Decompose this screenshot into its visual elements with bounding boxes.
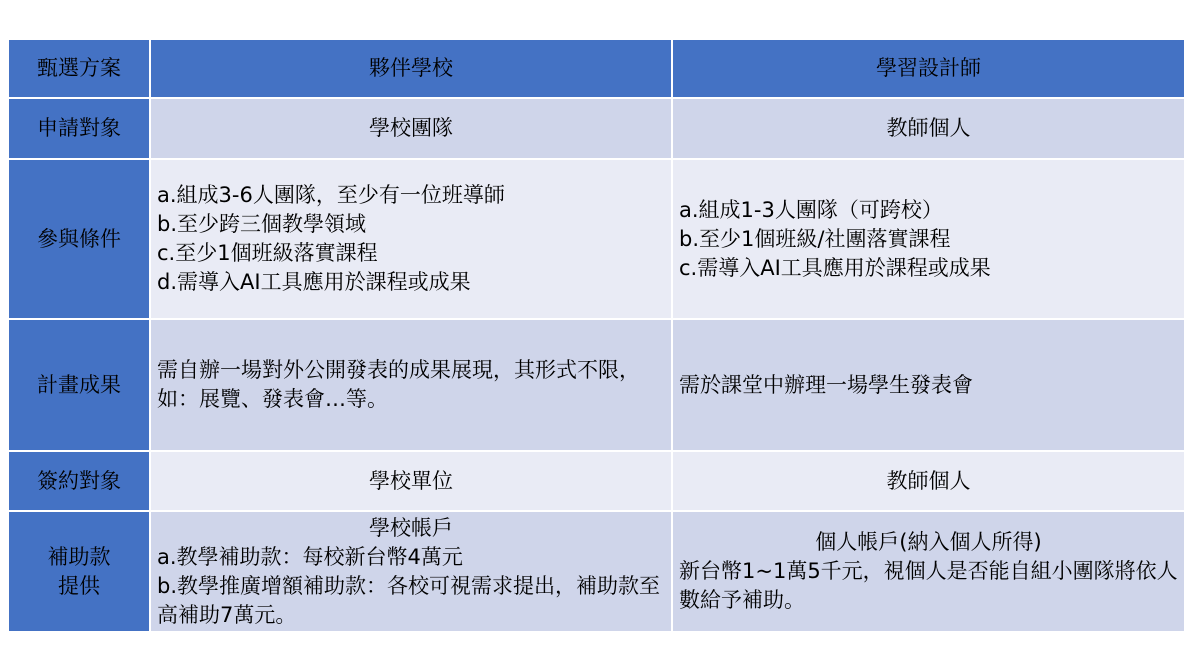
designer-outcome-cell: 需於課堂中辦理一場學生發表會	[672, 319, 1185, 451]
subsidy-text: 新台幣1~1萬5千元，視個人是否能自組小團隊將依人數給予補助。	[679, 559, 1178, 612]
condition-item: b.至少1個班級/社團落實課程	[679, 226, 951, 251]
row-label-contract: 簽約對象	[8, 451, 150, 511]
subsidy-item: a.教學補助款：每校新台幣4萬元	[157, 544, 463, 569]
designer-applicant-cell: 教師個人	[672, 98, 1185, 159]
condition-item: d.需導入AI工具應用於課程或成果	[157, 270, 471, 294]
designer-conditions-cell	[672, 159, 1185, 319]
subsidy-title: 個人帳戶(納入個人所得)	[815, 530, 1042, 554]
row-label-applicant: 申請對象	[8, 98, 150, 159]
header-partner-school: 夥伴學校	[150, 39, 672, 98]
table-row	[8, 159, 1185, 319]
table-row	[8, 451, 1185, 511]
row-label-conditions: 參與條件	[8, 159, 150, 319]
condition-item: b.至少跨三個教學領域	[157, 212, 367, 236]
designer-contract-cell: 教師個人	[672, 451, 1185, 511]
outcome-text: 需自辦一場對外公開發表的成果展現，其形式不限，如：展覽、發表會…等。	[157, 358, 640, 411]
comparison-table	[7, 38, 1186, 633]
row-label-outcome: 計畫成果	[8, 319, 150, 451]
partner-outcome-cell	[150, 319, 672, 451]
subsidy-item: b.教學推廣增額補助款：各校可視需求提出，補助款至高補助7萬元。	[157, 573, 661, 627]
condition-item: c.至少1個班級落實課程	[157, 241, 378, 265]
condition-item: a.組成3-6人團隊，至少有一位班導師	[157, 183, 505, 207]
partner-conditions-cell	[150, 159, 672, 319]
partner-contract-cell: 學校單位	[150, 451, 672, 511]
condition-item: c.需導入AI工具應用於課程或成果	[679, 255, 991, 280]
condition-item: a.組成1-3人團隊（可跨校）	[679, 197, 943, 222]
designer-subsidy-cell	[672, 511, 1185, 632]
subsidy-label-line: 提供	[58, 573, 100, 598]
subsidy-label-line: 補助款	[47, 544, 111, 569]
table-row	[8, 319, 1185, 451]
row-label-subsidy	[8, 511, 150, 632]
partner-subsidy-cell	[150, 511, 672, 632]
table-row	[8, 511, 1185, 632]
header-row	[8, 39, 1185, 98]
table-row	[8, 98, 1185, 159]
subsidy-title: 學校帳戶	[369, 515, 453, 540]
header-selection-plan: 甄選方案	[8, 39, 150, 98]
partner-applicant-cell: 學校團隊	[150, 98, 672, 159]
header-learning-designer: 學習設計師	[672, 39, 1185, 98]
